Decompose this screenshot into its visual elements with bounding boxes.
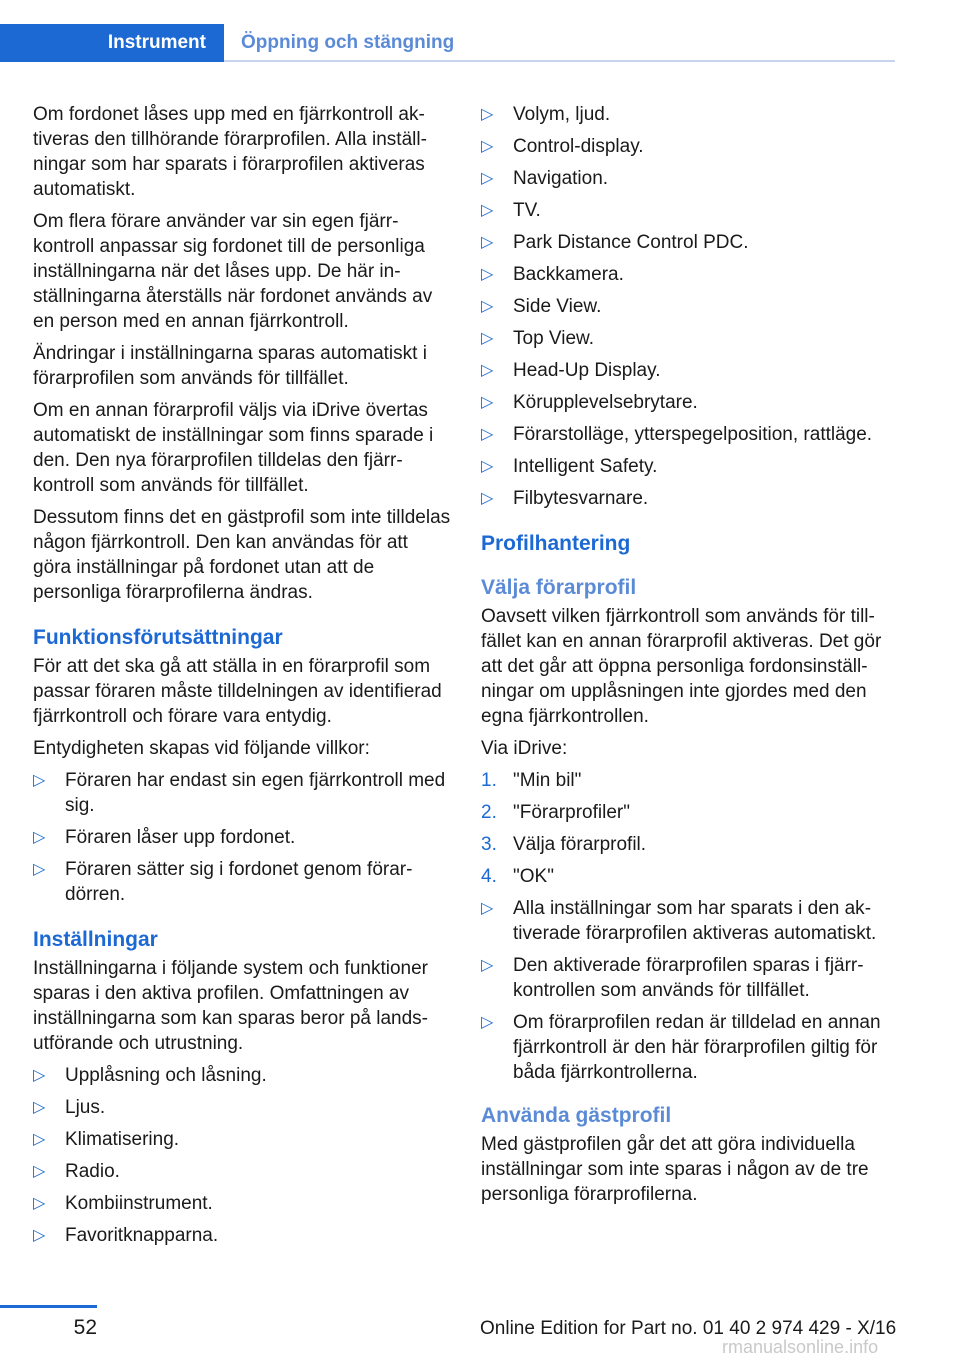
footer-rule: [0, 1305, 97, 1308]
list-item: ▷ Radio.: [33, 1161, 120, 1182]
triangle-bullet-icon: ▷: [33, 1131, 46, 1148]
list-item: ▷ Föraren har endast sin egen fjärrkontroll med sig.: [33, 770, 446, 816]
step-item: 3. Välja förarprofil.: [481, 834, 647, 855]
paragraph: Om flera förare använder var sin egen fjärrkontroll anpassar sig fordonet till de personliga inställningarna när det låses upp. De här inställningarna återställs när fordonet används av en person med en annan fjärrkontroll.: [33, 211, 433, 332]
triangle-bullet-icon: ▷: [33, 1099, 46, 1116]
list-item: ▷ Backkamera.: [481, 264, 624, 285]
page-number: 52: [73, 1316, 97, 1339]
paragraph: Oavsett vilken fjärrkontroll som används för tillfället kan en annan förarprofil aktiveras. Det gör att det går att öppna personliga fordonsinställningar om upplåsningen inte gjordes med den egna fjärrkontrollen.: [481, 606, 882, 727]
triangle-bullet-icon: ▷: [481, 330, 494, 347]
list-item: ▷ Den aktiverade förarprofilen sparas i fjärrkontrollen som används för tillfället.: [481, 955, 864, 1001]
list-item: ▷ Intelligent Safety.: [481, 456, 658, 477]
paragraph: Om en annan förarprofil väljs via iDrive övertas automatiskt de inställningar som finns sparade i den. Den nya förarprofilen tilldelas den fjärrkontroll som används för tillfället.: [33, 400, 434, 496]
conditions-list: [33, 768, 451, 907]
page-header: [0, 24, 895, 62]
edition-line: Online Edition for Part no. 01 40 2 974 429 - X/16: [480, 1318, 897, 1339]
steps-list: [481, 768, 901, 889]
triangle-bullet-icon: ▷: [33, 1227, 46, 1244]
triangle-bullet-icon: ▷: [481, 362, 494, 379]
step-item: 1. "Min bil": [481, 770, 582, 791]
triangle-bullet-icon: ▷: [481, 138, 494, 155]
triangle-bullet-icon: ▷: [33, 1195, 46, 1212]
header-tab-instrument: Instrument: [0, 24, 224, 62]
list-item: ▷ Top View.: [481, 328, 594, 349]
list-item: ▷ Klimatisering.: [33, 1129, 180, 1150]
triangle-bullet-icon: ▷: [481, 266, 494, 283]
settings-list: [33, 1063, 451, 1248]
watermark: rmanualsonline.info: [722, 1337, 879, 1357]
paragraph: Dessutom finns det en gästprofil som inte tilldelas någon fjärrkontroll. Den kan användas för att göra inställningar på fordonet utan att de personliga förarprofilerna ändras.: [33, 507, 451, 603]
header-rule: [224, 60, 895, 62]
list-item: ▷ Körupplevelsebrytare.: [481, 392, 698, 413]
triangle-bullet-icon: ▷: [481, 458, 494, 475]
list-item: ▷ Kombiinstrument.: [33, 1193, 213, 1214]
step-item: 4. "OK": [481, 866, 554, 887]
triangle-bullet-icon: ▷: [33, 1163, 46, 1180]
triangle-bullet-icon: ▷: [481, 202, 494, 219]
paragraph: Entydigheten skapas vid följande villkor:: [33, 738, 370, 759]
triangle-bullet-icon: ▷: [481, 957, 494, 974]
paragraph: Inställningarna i följande system och funktioner sparas i den aktiva profilen. Omfattningen av inställningarna som kan sparas beror på landsutförande och utrustning.: [33, 958, 429, 1054]
triangle-bullet-icon: ▷: [33, 1067, 46, 1084]
list-item: ▷ Head-Up Display.: [481, 360, 661, 381]
heading-profile-management: Profilhantering: [481, 532, 631, 555]
header-tab-opening: Öppning och stängning: [241, 32, 455, 53]
triangle-bullet-icon: ▷: [481, 106, 494, 123]
left-column: [33, 102, 451, 1255]
list-item: ▷ Control-display.: [481, 136, 644, 157]
paragraph: Via iDrive:: [481, 738, 568, 759]
step-item: 2. "Förarprofiler": [481, 802, 630, 823]
settings-list-continued: [481, 102, 901, 511]
list-item: ▷ Volym, ljud.: [481, 104, 611, 125]
list-item: ▷ Park Distance Control PDC.: [481, 232, 749, 253]
triangle-bullet-icon: ▷: [481, 394, 494, 411]
list-item: ▷ TV.: [481, 200, 541, 221]
heading-settings: Inställningar: [33, 928, 158, 951]
triangle-bullet-icon: ▷: [481, 298, 494, 315]
list-item: ▷ Filbytesvarnare.: [481, 488, 649, 509]
list-item: ▷ Förarstolläge, ytterspegelposition, rattläge.: [481, 424, 873, 445]
triangle-bullet-icon: ▷: [481, 1014, 494, 1031]
paragraph: Med gästprofilen går det att göra individuella inställningar som inte sparas i någon av de tre personliga förarprofilerna.: [481, 1134, 869, 1205]
triangle-bullet-icon: ▷: [33, 861, 46, 878]
right-column: [481, 102, 901, 1214]
heading-functional-requirements: Funktionsförutsättningar: [33, 626, 283, 649]
list-item: ▷ Upplåsning och låsning.: [33, 1065, 267, 1086]
paragraph: Om fordonet låses upp med en fjärrkontroll aktiveras den tillhörande förarprofilen. Alla inställningar som har sparats i förarprofilen aktiveras automatiskt.: [33, 104, 427, 200]
paragraph: Ändringar i inställningarna sparas automatiskt i förarprofilen som används för tillfället.: [33, 343, 427, 389]
triangle-bullet-icon: ▷: [481, 490, 494, 507]
paragraph: För att det ska gå att ställa in en förarprofil som passar föraren måste tilldelningen av identifierad fjärrkontroll och förare vara entydig.: [33, 656, 442, 727]
results-list: [481, 896, 901, 1085]
list-item: ▷ Favoritknapparna.: [33, 1225, 219, 1246]
triangle-bullet-icon: ▷: [481, 426, 494, 443]
list-item: ▷ Alla inställningar som har sparats i den aktiverade förarprofilen aktiveras automatiskt.: [481, 898, 877, 944]
list-item: ▷ Om förarprofilen redan är tilldelad en annan fjärrkontroll är den här förarprofilen giltig för båda fjärrkontrollerna.: [481, 1012, 881, 1083]
triangle-bullet-icon: ▷: [33, 772, 46, 789]
triangle-bullet-icon: ▷: [33, 829, 46, 846]
list-item: ▷ Föraren låser upp fordonet.: [33, 827, 296, 848]
triangle-bullet-icon: ▷: [481, 234, 494, 251]
triangle-bullet-icon: ▷: [481, 170, 494, 187]
list-item: ▷ Navigation.: [481, 168, 609, 189]
list-item: ▷ Föraren sätter sig i fordonet genom förardörren.: [33, 859, 413, 905]
heading-select-profile: Välja förarprofil: [481, 576, 637, 599]
list-item: ▷ Side View.: [481, 296, 602, 317]
list-item: ▷ Ljus.: [33, 1097, 106, 1118]
heading-guest-profile: Använda gästprofil: [481, 1104, 672, 1127]
triangle-bullet-icon: ▷: [481, 900, 494, 917]
